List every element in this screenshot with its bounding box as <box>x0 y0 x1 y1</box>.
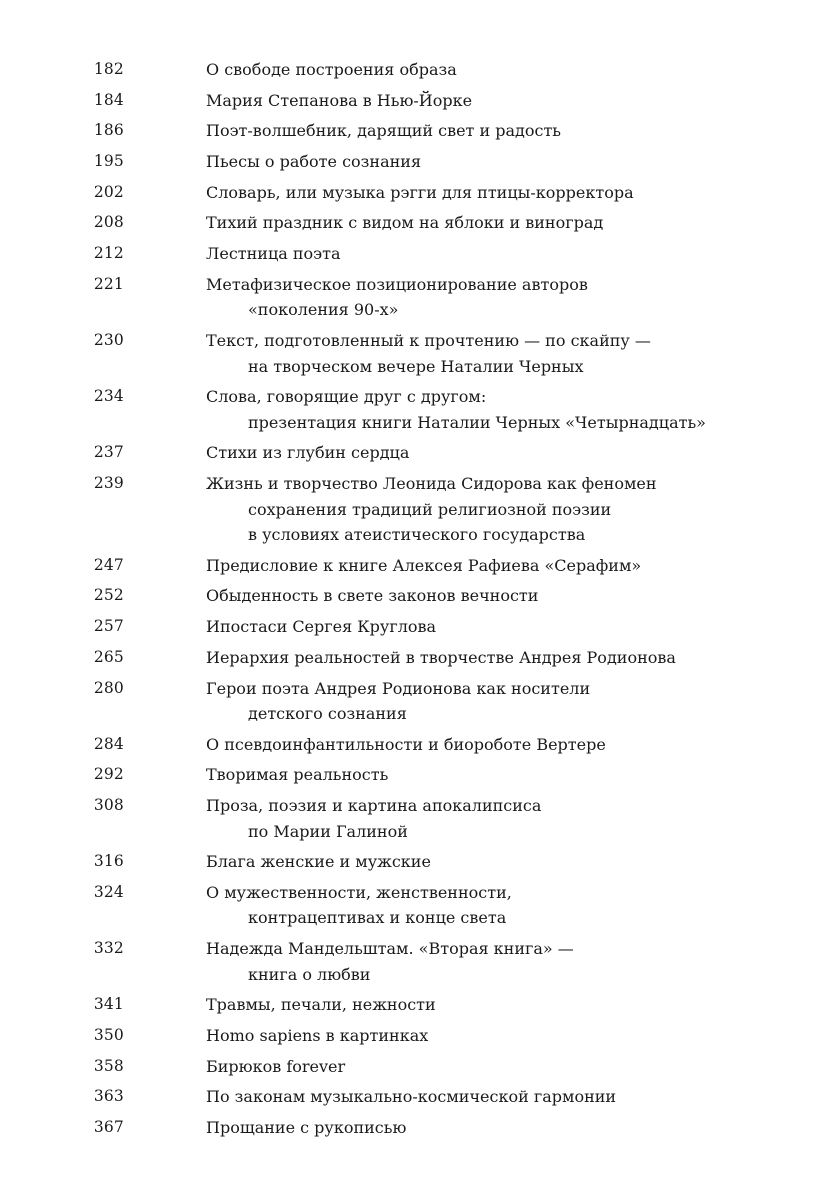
toc-entry-title <box>206 1084 825 1110</box>
toc-title-line: Бирюков forever <box>206 1056 346 1076</box>
toc-entry-title <box>206 1115 825 1141</box>
toc-entry-title <box>206 57 825 83</box>
toc-entry <box>0 936 825 987</box>
toc-page-number: 195 <box>93 152 124 171</box>
toc-page-number: 308 <box>93 796 124 815</box>
toc-entry <box>0 88 825 114</box>
toc-entry-title <box>206 583 825 609</box>
toc-page-number: 208 <box>93 213 124 232</box>
toc-entry-title <box>206 676 825 727</box>
toc-entry <box>0 645 825 671</box>
toc-title-line: Ипостаси Сергея Круглова <box>206 617 437 637</box>
toc-entry-title <box>206 880 825 931</box>
toc-entry-title <box>206 149 825 175</box>
toc-entry-title <box>206 241 825 267</box>
toc-entry-title <box>206 328 825 379</box>
toc-page-number: 252 <box>93 586 124 605</box>
toc-page-number: 350 <box>93 1026 124 1044</box>
toc-title-line: Тихий праздник с видом на яблоки и виноград <box>206 213 604 233</box>
toc-entry-title <box>206 180 825 206</box>
toc-title-line: Прощание с рукописью <box>206 1118 407 1138</box>
toc-entry <box>0 57 825 83</box>
toc-entry <box>0 471 825 548</box>
toc-entry <box>0 328 825 379</box>
toc-title-continuation-line: контрацептивах и конце света <box>248 908 507 928</box>
toc-title-line: Герои поэта Андрея Родионова как носители <box>206 678 591 698</box>
toc-title-line: Надежда Мандельштам. «Вторая книга» — <box>206 939 574 959</box>
toc-title-line: Травмы, печали, нежности <box>206 995 436 1015</box>
toc-entry-title <box>206 553 825 579</box>
toc-entry <box>0 241 825 267</box>
toc-entry-title <box>206 762 825 788</box>
toc-entry <box>0 880 825 931</box>
toc-title-continuation-line: сохранения традиций религиозной поэзии <box>248 499 612 519</box>
toc-title-line: Мария Степанова в Нью-Йорке <box>206 90 473 110</box>
toc-page-number: 367 <box>93 1118 124 1137</box>
toc-title-continuation-line: в условиях атеистического государства <box>248 525 586 545</box>
toc-title-line: Homo sapiens в картинках <box>206 1026 429 1045</box>
toc-title-line: Метафизическое позиционирование авторов <box>206 274 588 294</box>
toc-title-line: Предисловие к книге Алексея Рафиева «Серафим» <box>206 555 642 575</box>
toc-title-line: Словарь, или музыка рэгги для птицы-корректора <box>206 182 634 202</box>
toc-page-number: 265 <box>93 647 124 666</box>
toc-page-number: 316 <box>93 852 124 871</box>
toc-title-line: Обыденность в свете законов вечности <box>206 586 539 606</box>
toc-title-line: О мужественности, женственности, <box>206 882 512 902</box>
toc-page-number: 247 <box>93 555 124 574</box>
toc-page-number: 230 <box>93 331 124 349</box>
toc-page-number: 358 <box>93 1056 124 1075</box>
toc-title-line: Проза, поэзия и картина апокалипсиса <box>206 796 542 816</box>
toc-entry-title <box>206 936 825 987</box>
toc-entry <box>0 1084 825 1110</box>
toc-entry-title <box>206 992 825 1018</box>
toc-entry-title <box>206 471 825 548</box>
toc-entry <box>0 210 825 236</box>
toc-title-line: Текст, подготовленный к прочтению — по скайпу — <box>206 331 651 350</box>
toc-entry <box>0 762 825 788</box>
toc-entry <box>0 149 825 175</box>
toc-page-number: 280 <box>93 678 124 697</box>
toc-entry <box>0 793 825 844</box>
toc-entry <box>0 849 825 875</box>
toc-entry-title <box>206 384 825 435</box>
toc-page-number: 212 <box>93 244 124 263</box>
toc-entry-title <box>206 1054 825 1080</box>
toc-entry <box>0 676 825 727</box>
toc-entry <box>0 118 825 144</box>
toc-title-line: Стихи из глубин сердца <box>206 443 410 463</box>
toc-entry-title <box>206 88 825 114</box>
toc-title-line: О свободе построения образа <box>206 60 457 79</box>
toc-page-number: 257 <box>93 617 124 636</box>
toc-page-number: 341 <box>93 995 124 1014</box>
toc-entry <box>0 384 825 435</box>
toc-title-continuation-line: «поколения 90-х» <box>248 300 399 320</box>
toc-entry-title <box>206 272 825 323</box>
toc-page-number: 221 <box>93 274 124 293</box>
toc-page-number: 239 <box>93 474 124 493</box>
toc-page-number: 324 <box>93 882 124 901</box>
toc-title-continuation-line: детского сознания <box>248 704 407 723</box>
toc-entry <box>0 614 825 640</box>
toc-title-line: Лестница поэта <box>206 244 341 264</box>
toc-page-number: 182 <box>93 60 124 78</box>
toc-entry-title <box>206 732 825 758</box>
toc-entry-title <box>206 849 825 875</box>
toc-title-line: Творимая реальность <box>206 765 389 785</box>
toc-page-number: 292 <box>93 765 124 784</box>
toc-entry <box>0 1115 825 1141</box>
toc-entry-title <box>206 210 825 236</box>
toc-title-continuation-line: по Марии Галиной <box>248 821 408 841</box>
toc-entry <box>0 272 825 323</box>
toc-title-continuation-line: на творческом вечере Наталии Черных <box>248 356 584 376</box>
toc-entry <box>0 553 825 579</box>
toc-page-number: 332 <box>93 939 124 958</box>
toc-title-line: По законам музыкально-космической гармонии <box>206 1087 617 1107</box>
toc-entry <box>0 1023 825 1049</box>
toc-title-continuation-line: книга о любви <box>248 964 371 984</box>
toc-entry-title <box>206 793 825 844</box>
toc-page-number: 363 <box>93 1087 124 1106</box>
toc-page-number: 184 <box>93 90 124 109</box>
toc-title-line: Пьесы о работе сознания <box>206 152 422 172</box>
toc-entry-title <box>206 1023 825 1049</box>
toc-title-line: Блага женские и мужские <box>206 852 431 872</box>
toc-entry <box>0 1054 825 1080</box>
toc-entry-title <box>206 440 825 466</box>
toc-title-line: О псевдоинфантильности и биороботе Вертере <box>206 734 606 754</box>
toc-title-line: Жизнь и творчество Леонида Сидорова как феномен <box>206 474 657 494</box>
toc-entry-title <box>206 614 825 640</box>
toc-title-continuation-line: презентация книги Наталии Черных «Четырнадцать» <box>248 412 706 432</box>
toc-title-line: Поэт-волшебник, дарящий свет и радость <box>206 121 562 141</box>
toc-entry-title <box>206 118 825 144</box>
toc-page-number: 234 <box>93 387 124 406</box>
toc-entry <box>0 180 825 206</box>
toc-entry <box>0 992 825 1018</box>
toc-entry <box>0 732 825 758</box>
toc-page-number: 186 <box>93 121 124 140</box>
toc-page-number: 202 <box>93 182 124 201</box>
toc-page-number: 237 <box>93 443 124 462</box>
toc-page-number: 284 <box>93 734 124 753</box>
table-of-contents <box>0 57 825 1146</box>
toc-entry <box>0 440 825 466</box>
toc-entry-title <box>206 645 825 671</box>
toc-title-line: Слова, говорящие друг с другом: <box>206 387 487 407</box>
toc-title-line: Иерархия реальностей в творчестве Андрея Родионова <box>206 647 676 667</box>
toc-entry <box>0 583 825 609</box>
